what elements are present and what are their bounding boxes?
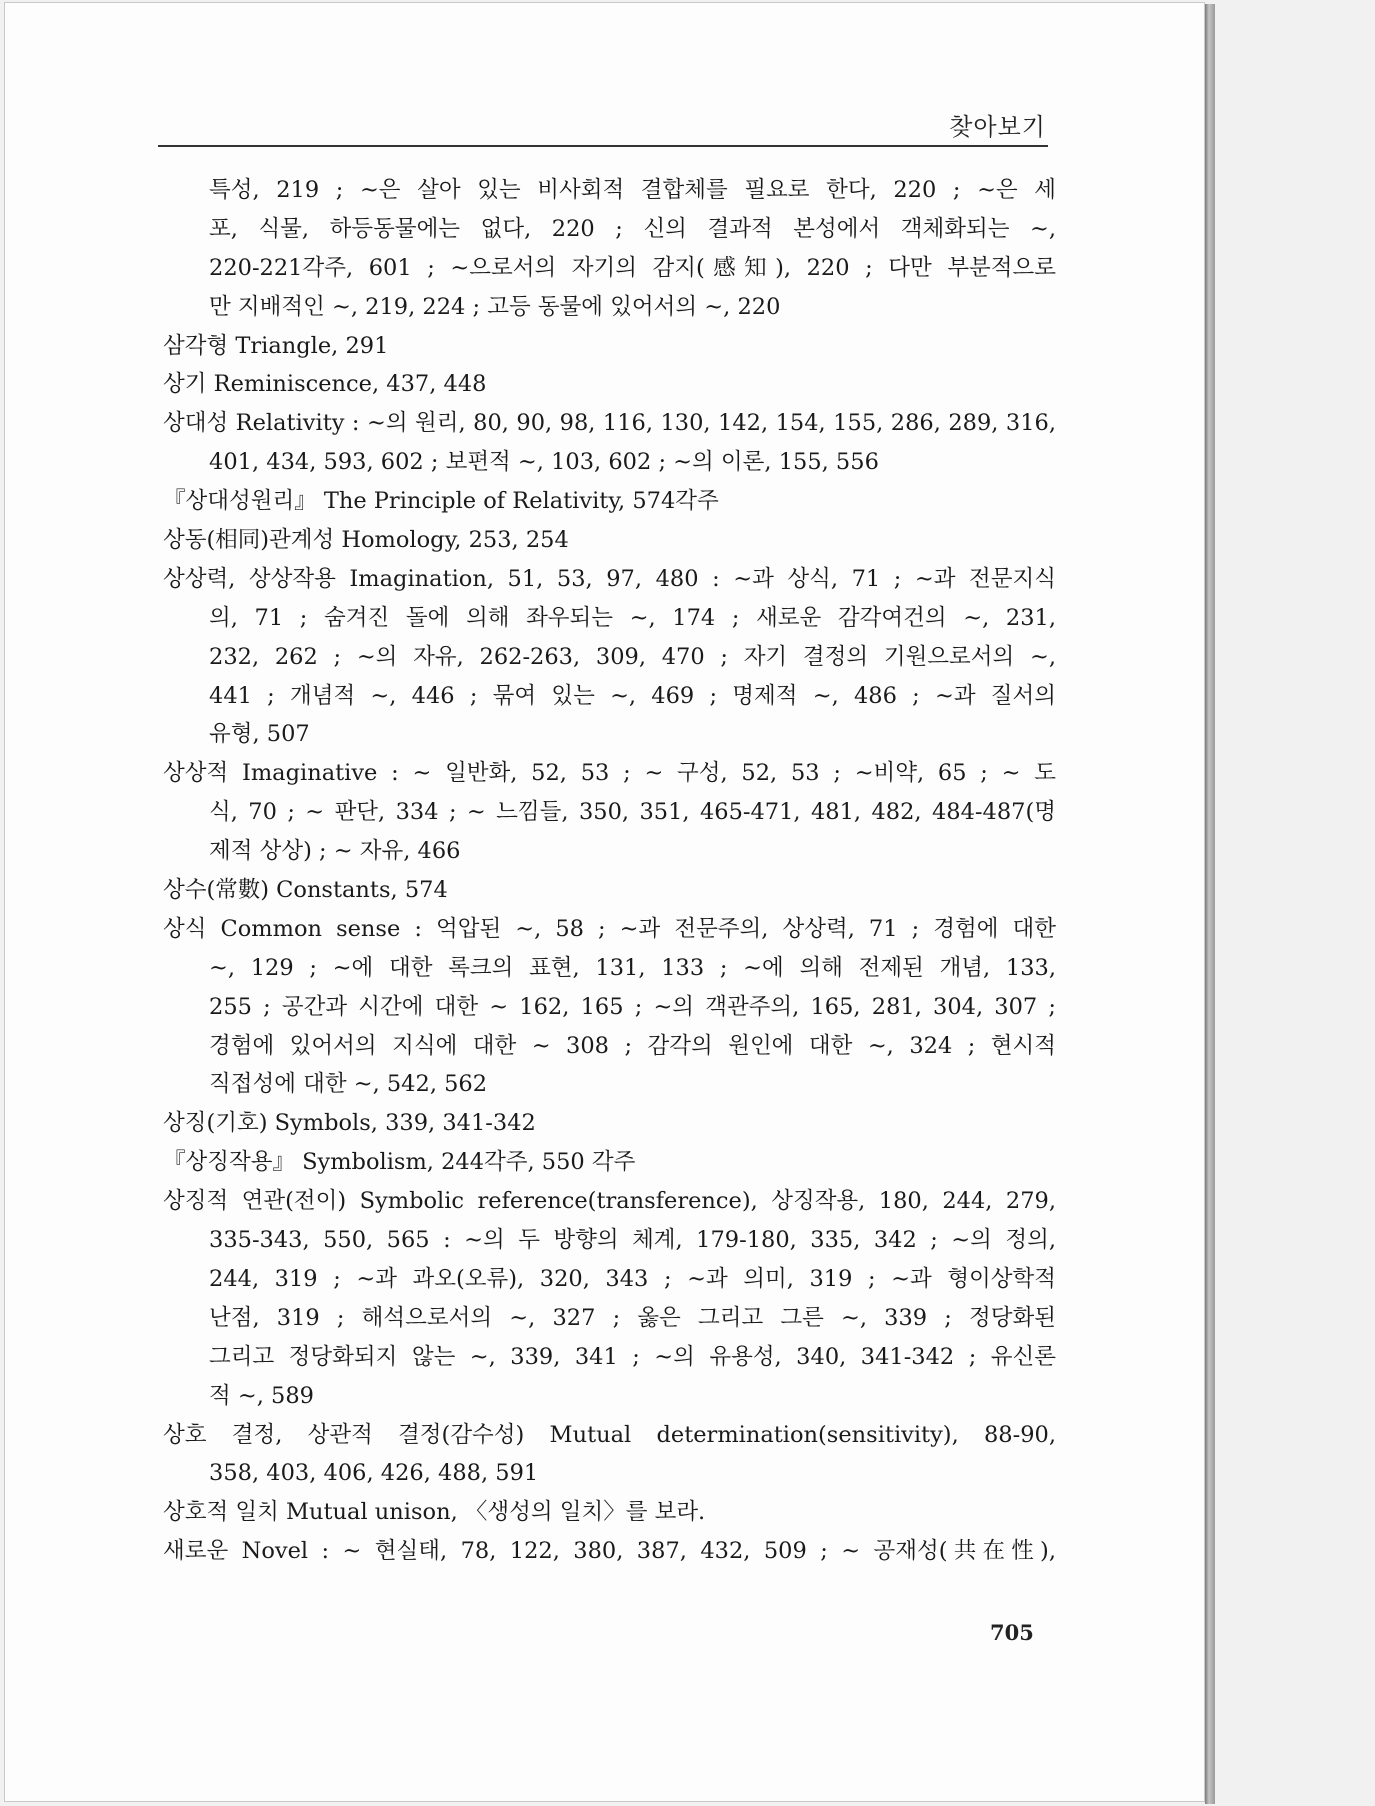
index-entry-line: 『상대성원리』 The Principle of Relativity, 574각주: [163, 488, 719, 515]
index-entry-line: 상식 Common sense : 억압된 ~, 58 ; ~과 전문주의, 상상력, 71 ; 경험에 대한: [163, 915, 1056, 942]
index-entry-continuation: 난점, 319 ; 해석으로서의 ~, 327 ; 옳은 그리고 그른 ~, 339 ; 정당화된: [209, 1304, 1056, 1331]
index-entry: [163, 1182, 1056, 1415]
index-entry: [163, 560, 1056, 754]
index-entry-line: 상수(常數) Constants, 574: [163, 877, 448, 904]
index-entry-continuation: 255 ; 공간과 시간에 대한 ~ 162, 165 ; ~의 객관주의, 165, 281, 304, 307 ;: [209, 993, 1056, 1020]
index-entry-continuation: 358, 403, 406, 426, 488, 591: [209, 1460, 539, 1487]
index-entry: [163, 910, 1056, 1104]
index-entry-continuation: 식, 70 ; ~ 판단, 334 ; ~ 느낌들, 350, 351, 465-471, 481, 482, 484-487(명: [209, 799, 1056, 826]
header-title: 찾아보기: [949, 113, 1046, 141]
index-entry-continuation: 유형, 507: [209, 721, 310, 748]
index-entry-line: 삼각형 Triangle, 291: [163, 332, 389, 359]
index-entry-line: 상징적 연관(전이) Symbolic reference(transference), 상징작용, 180, 244, 279,: [163, 1188, 1056, 1215]
index-entry: [163, 365, 1056, 404]
index-entry-line: 상호 결정, 상관적 결정(감수성) Mutual determination(sensitivity), 88-90,: [163, 1421, 1056, 1448]
index-entry-line: 상호적 일치 Mutual unison, 〈생성의 일치〉를 보라.: [163, 1499, 706, 1526]
index-entry-line: 특성, 219 ; ~은 살아 있는 비사회적 결합체를 필요로 한다, 220 ; ~은 세: [209, 177, 1056, 203]
index-entry: [163, 1532, 1056, 1571]
index-entry-continuation: 직접성에 대한 ~, 542, 562: [209, 1071, 488, 1098]
page-number: 705: [990, 1620, 1034, 1645]
index-entry: [163, 482, 1056, 521]
index-entry: [163, 1493, 1056, 1532]
index-entry-continuation: 적 ~, 589: [209, 1382, 314, 1409]
index-entry-line: 상동(相同)관계성 Homology, 253, 254: [163, 527, 569, 554]
index-entry-line: 상기 Reminiscence, 437, 448: [163, 371, 487, 398]
index-entry-continuation: 그리고 정당화되지 않는 ~, 339, 341 ; ~의 유용성, 340, 341-342 ; 유신론: [209, 1343, 1056, 1370]
index-entry-continuation: 만 지배적인 ~, 219, 224 ; 고등 동물에 있어서의 ~, 220: [209, 293, 781, 320]
index-entry-line: 상징(기호) Symbols, 339, 341-342: [163, 1110, 536, 1137]
index-entry-continuation: ~, 129 ; ~에 대한 록크의 표현, 131, 133 ; ~에 의해 전제된 개념, 133,: [209, 954, 1056, 981]
index-entry-line: 『상징작용』 Symbolism, 244각주, 550 각주: [163, 1149, 636, 1176]
index-entry: [163, 1104, 1056, 1143]
index-entry-continuation: 의, 71 ; 숨겨진 돌에 의해 좌우되는 ~, 174 ; 새로운 감각여건의 ~, 231,: [209, 604, 1056, 631]
index-entry-continuation: 220-221각주, 601 ; ~으로서의 자기의 감지(感知), 220 ; 다만 부분적으로: [209, 254, 1056, 281]
index-entries: [163, 171, 1056, 1571]
index-entry-line: 새로운 Novel : ~ 현실태, 78, 122, 380, 387, 432, 509 ; ~ 공재성(共在性),: [163, 1538, 1056, 1565]
index-entry-line: 상대성 Relativity : ~의 원리, 80, 90, 98, 116, 130, 142, 154, 155, 286, 289, 316,: [163, 410, 1056, 437]
index-entry-continuation: 제적 상상) ; ~ 자유, 466: [209, 838, 461, 865]
index-entry-continuation: 포, 식물, 하등동물에는 없다, 220 ; 신의 결과적 본성에서 객체화되는 ~,: [209, 215, 1056, 242]
index-entry: [163, 754, 1056, 871]
index-entry-continuation: 335-343, 550, 565 : ~의 두 방향의 체계, 179-180, 335, 342 ; ~의 정의,: [209, 1227, 1056, 1254]
index-entry-continuation: 경험에 있어서의 지식에 대한 ~ 308 ; 감각의 원인에 대한 ~, 324 ; 현시적: [209, 1032, 1056, 1059]
index-entry-continuation: 232, 262 ; ~의 자유, 262-263, 309, 470 ; 자기 결정의 기원으로서의 ~,: [209, 643, 1056, 670]
index-entry: [163, 1143, 1056, 1182]
index-entry: [163, 327, 1056, 366]
book-page: [4, 2, 1205, 1802]
index-entry: [163, 404, 1056, 482]
index-entry: [163, 1416, 1056, 1494]
index-entry: [163, 521, 1056, 560]
index-entry: [163, 871, 1056, 910]
running-header: [158, 107, 1048, 147]
index-entry: [163, 171, 1056, 327]
index-entry-continuation: 401, 434, 593, 602 ; 보편적 ~, 103, 602 ; ~의 이론, 155, 556: [209, 449, 879, 476]
index-entry-line: 상상력, 상상작용 Imagination, 51, 53, 97, 480 : ~과 상식, 71 ; ~과 전문지식: [163, 565, 1056, 592]
index-entry-continuation: 244, 319 ; ~과 과오(오류), 320, 343 ; ~과 의미, 319 ; ~과 형이상학적: [209, 1265, 1056, 1292]
index-entry-line: 상상적 Imaginative : ~ 일반화, 52, 53 ; ~ 구성, 52, 53 ; ~비약, 65 ; ~ 도: [163, 760, 1056, 787]
header-rule: [158, 145, 1048, 147]
index-entry-continuation: 441 ; 개념적 ~, 446 ; 묶여 있는 ~, 469 ; 명제적 ~, 486 ; ~과 질서의: [209, 682, 1056, 709]
page-edge: [1205, 4, 1215, 1804]
